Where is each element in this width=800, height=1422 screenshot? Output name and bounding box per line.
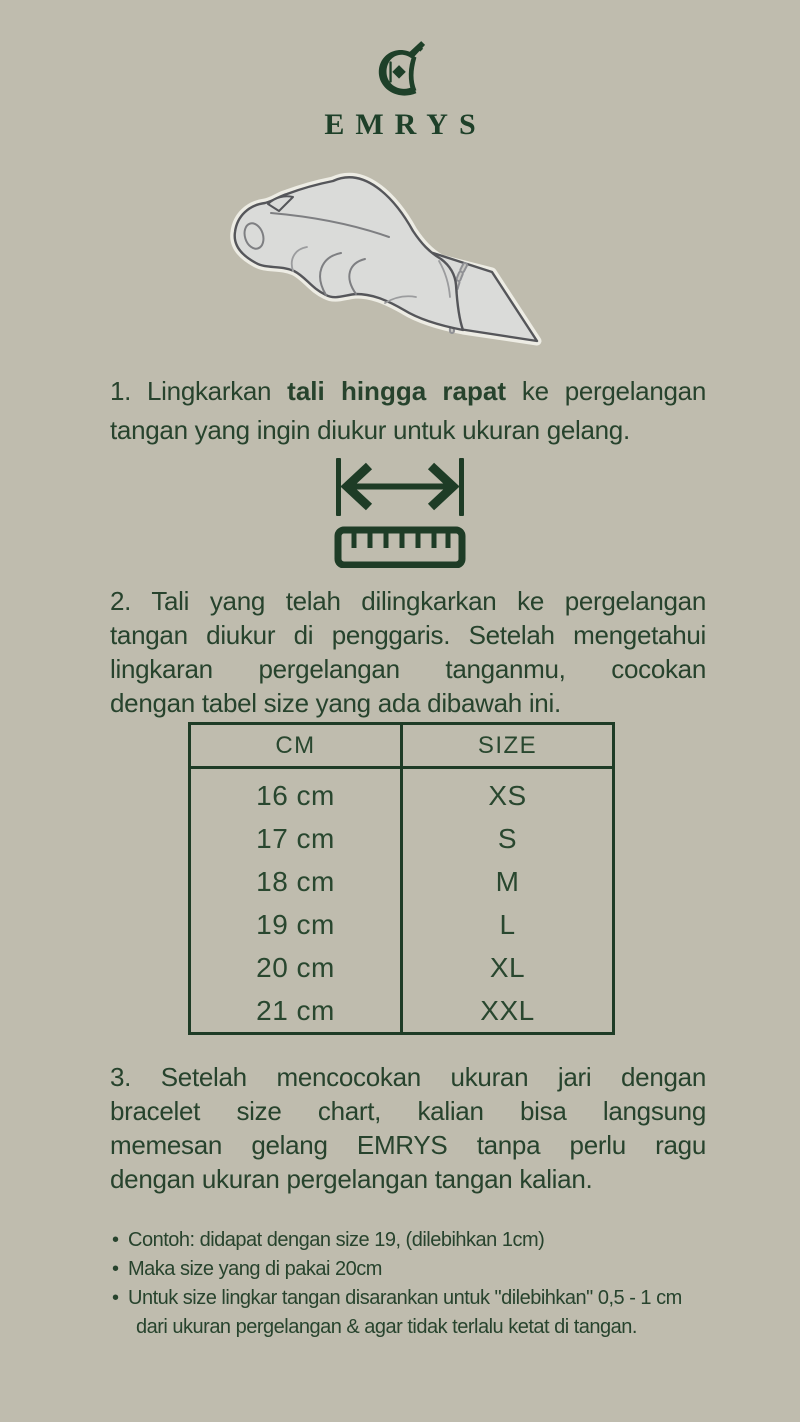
column-header-size: SIZE [402, 724, 614, 768]
step-2-instruction: 2. Tali yang telah dilingkarkan ke pergelangan tangan diukur di penggaris. Setelah mengetahui lingkaran pergelangan tanganmu, cocokan dengan tabel size yang ada dibawah ini. [110, 586, 706, 718]
note-item [112, 1284, 738, 1342]
cm-value: 19 cm [190, 903, 402, 946]
cm-value: 16 cm [190, 768, 402, 818]
column-header-cm: CM [190, 724, 402, 768]
brand-monogram-icon [373, 40, 427, 100]
size-value: S [497, 822, 518, 854]
cm-value: 17 cm [190, 817, 402, 860]
step-3-instruction: 3. Setelah mencocokan ukuran jari dengan bracelet size chart, kalian bisa langsung memesan gelang EMRYS tanpa perlu ragu dengan ukuran pergelangan tangan kalian. [110, 1062, 706, 1194]
size-chart-table [188, 722, 615, 1035]
size-table-row [190, 989, 614, 1034]
cm-value: 18 cm [190, 860, 402, 903]
bullet-marker: • [112, 1258, 119, 1280]
bullet-marker: • [112, 1287, 119, 1309]
size-table-row [190, 860, 614, 903]
size-table-header-row [190, 724, 614, 768]
bullet-marker: • [112, 1229, 119, 1251]
note-item [112, 1226, 738, 1255]
size-value: M [495, 865, 520, 897]
cm-value: 21 cm [190, 989, 402, 1034]
size-table-row [190, 946, 614, 989]
measure-ruler-icon [334, 458, 466, 568]
brand-name: EMRYS [324, 108, 487, 141]
note-text: Contoh: didapat dengan size 19, (dilebihkan 1cm) [128, 1229, 545, 1251]
size-table-row [190, 817, 614, 860]
note-item [112, 1255, 738, 1284]
size-value: XXL [480, 994, 535, 1026]
step-1-instruction: 1. Lingkarkan tali hingga rapat ke pergelangan tangan yang ingin diukur untuk ukuran gelang. [110, 376, 706, 445]
note-text: Untuk size lingkar tangan disarankan untuk "dilebihkan" 0,5 - 1 cm dari ukuran pergelangan & agar tidak terlalu ketat di tangan. [128, 1287, 682, 1338]
hand-with-bracelet-illustration [213, 153, 595, 360]
size-value: XS [488, 779, 527, 811]
size-value: L [499, 908, 516, 940]
size-table-row [190, 768, 614, 818]
brand-logo [0, 40, 800, 142]
notes-list [112, 1226, 738, 1342]
cm-value: 20 cm [190, 946, 402, 989]
size-table-row [190, 903, 614, 946]
note-text: Maka size yang di pakai 20cm [128, 1258, 382, 1280]
size-value: XL [489, 951, 526, 983]
